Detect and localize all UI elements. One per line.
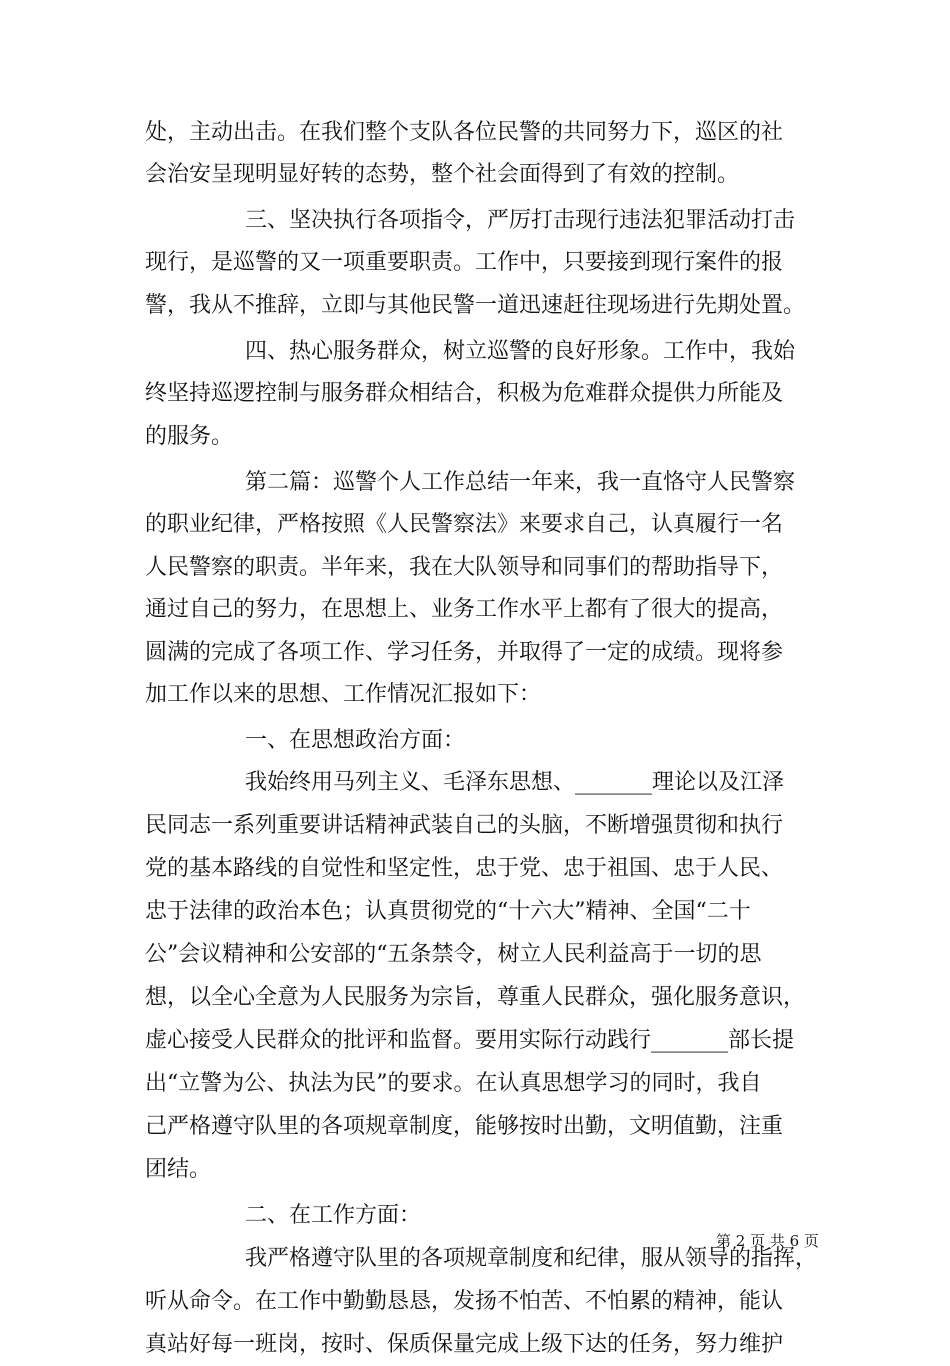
text-line-19: 忠于法律的政治本色；认真贯彻党的“十六大”精神、全国“二十: [145, 899, 751, 924]
text-line-25: 团结。: [145, 1157, 212, 1182]
text-line-17: 民同志一系列重要讲话精神武装自己的头脑，不断增强贯彻和执行: [145, 813, 784, 838]
text-line-9: 第二篇：巡警个人工作总结一年来，我一直恪守人民警察: [245, 470, 796, 495]
text-line-29: 真站好每一班岗，按时、保质保量完成上级下达的任务，努力维护: [145, 1332, 784, 1357]
text-line-28: 听从命令。在工作中勤勤恳恳，发扬不怕苦、不怕累的精神，能认: [145, 1289, 784, 1314]
text-line-4: 现行，是巡警的又一项重要职责。工作中，只要接到现行案件的报: [145, 250, 784, 275]
text-line-18: 党的基本路线的自觉性和坚定性，忠于党、忠于祖国、忠于人民、: [145, 856, 784, 881]
text-line-3: 三、坚决执行各项指令，严厉打击现行违法犯罪活动打击: [245, 208, 796, 233]
text-line-5: 警，我从不推辞，立即与其他民警一道迅速赶往现场进行先期处置。: [145, 293, 806, 318]
page-number-footer: 第 2 页 共 6 页: [716, 1232, 819, 1250]
text-line-26: 二、在工作方面：: [245, 1203, 422, 1228]
text-line-6: 四、热心服务群众，树立巡警的良好形象。工作中，我始: [245, 339, 796, 364]
text-line-23: 出“立警为公、执法为民”的要求。在认真思想学习的同时，我自: [145, 1071, 762, 1096]
text-line-12: 通过自己的努力，在思想上、业务工作水平上都有了很大的提高，: [145, 597, 784, 622]
text-line-8: 的服务。: [145, 424, 234, 449]
text-line-7: 终坚持巡逻控制与服务群众相结合，积极为危难群众提供力所能及: [145, 381, 784, 406]
text-line-20: 公”会议精神和公安部的“五条禁令，树立人民利益高于一切的思: [145, 942, 762, 967]
text-line-21: 想，以全心全意为人民服务为宗旨，尊重人民群众，强化服务意识，: [145, 985, 806, 1010]
text-line-16: 我始终用马列主义、毛泽东思想、_______理论以及江泽: [245, 770, 785, 795]
text-line-14: 加工作以来的思想、工作情况汇报如下：: [145, 682, 542, 707]
text-line-13: 圆满的完成了各项工作、学习任务，并取得了一定的成绩。现将参: [145, 640, 784, 665]
text-line-15: 一、在思想政治方面：: [245, 728, 466, 753]
text-line-2: 会治安呈现明显好转的态势，整个社会面得到了有效的控制。: [145, 162, 740, 187]
text-line-1: 处，主动出击。在我们整个支队各位民警的共同努力下，巡区的社: [145, 120, 784, 145]
text-line-22: 虚心接受人民群众的批评和监督。要用实际行动践行_______部长提: [145, 1028, 795, 1053]
text-line-27: 我严格遵守队里的各项规章制度和纪律，服从领导的指挥，: [245, 1246, 818, 1271]
text-line-24: 己严格遵守队里的各项规章制度，能够按时出勤，文明值勤，注重: [145, 1114, 784, 1139]
text-line-11: 人民警察的职责。半年来，我在大队领导和同事们的帮助指导下，: [145, 555, 784, 580]
text-line-10: 的职业纪律，严格按照《人民警察法》来要求自己，认真履行一名: [145, 512, 784, 537]
